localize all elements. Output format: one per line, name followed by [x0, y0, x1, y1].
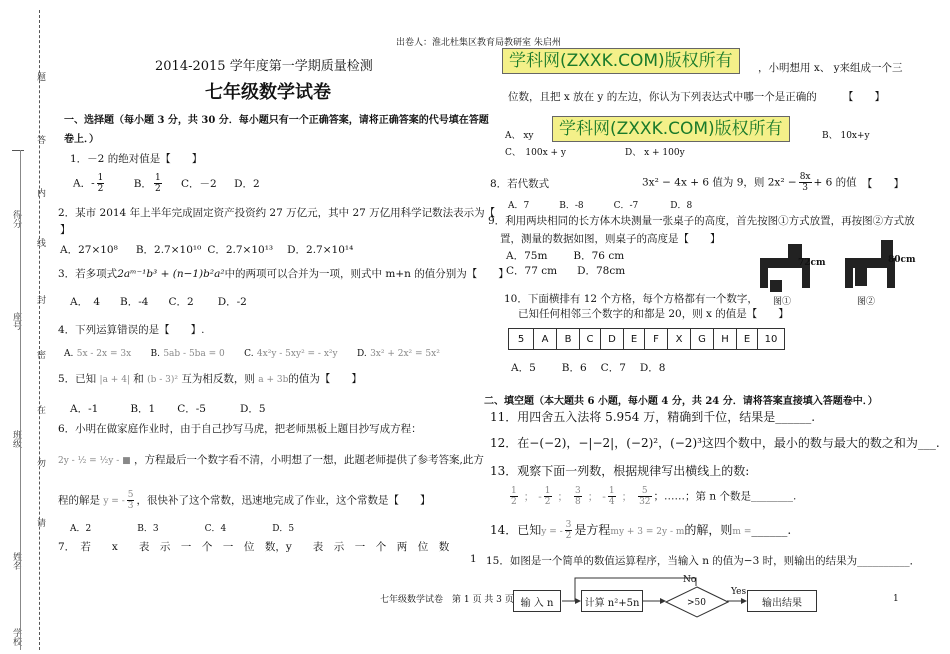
- q2-options: A．27×10⁸ B．2.7×10¹⁰ C．2.7×10¹³ D．2.7×10¹⁴: [60, 244, 354, 256]
- sequence-term: $\frac{5}{32}$: [639, 486, 651, 507]
- table-figure-1: [758, 240, 816, 302]
- q8-bracket: 【 】: [862, 178, 904, 190]
- sequence-cell: F: [644, 328, 668, 350]
- flow-yes-label: Yes: [731, 587, 747, 597]
- school-label: 学校: [11, 628, 21, 646]
- q10-line2: 已知任何相邻三个数字的和都是 20，则 x 的值是【 】: [518, 308, 789, 320]
- q7-line2: 位数，且把 x 放在 y 的左边，你认为下列表达式中哪一个是正确的 【 】: [508, 91, 885, 103]
- seal-char: 请: [35, 518, 45, 527]
- sequence-cell: A: [533, 328, 557, 350]
- q13-sequence: $\frac{1}{2}$ ； - $\frac{1}{2}$ ； $\frac{3}{8}$ ； - $\frac{1}{4}$ ； $\frac{5}{32}$ ；……；第 n 个数是________.: [508, 486, 796, 507]
- q15-stem: 15．如图是一个简单的数值运算程序，当输入 n 的值为−3 时，则输出的结果为__________．: [486, 555, 921, 567]
- sequence-term: - $\frac{1}{4}$ ；: [602, 486, 633, 507]
- q7-stem-cont: ，小明想用 x、 y来组成一个三: [758, 62, 903, 74]
- name-label: 姓名: [11, 552, 21, 570]
- q7-option-c: C、 100x + y: [505, 148, 566, 158]
- fig2-measure: 80cm: [888, 255, 916, 265]
- watermark-banner: 学科网(ZXXK.COM)版权所有: [502, 48, 740, 74]
- sequence-cell: 10: [757, 328, 785, 350]
- sequence-cell: X: [667, 328, 691, 350]
- q8-options: A．7 B．-8 C．-7 D．8: [508, 201, 693, 211]
- seal-char: 密: [35, 350, 45, 359]
- q6-line2: 2y - ½ = ½y - ■ ，方程最后一个数字看不清，小明想了一想，此题老师提供了参考答案,此方: [58, 454, 484, 466]
- sequence-cell: G: [690, 328, 714, 350]
- seal-char: 内: [35, 188, 45, 197]
- page-number: 1: [893, 594, 899, 604]
- q12-stem: 12．在−(−2)，−|−2|，(−2)²，(−2)³这四个数中，最小的数与最大的数之和为___.: [490, 436, 940, 450]
- fig2-caption: 图②: [857, 297, 876, 307]
- exam-subtitle: 七年级数学试卷: [205, 82, 331, 103]
- q3-stem: 3．若多项式2aᵐ⁻¹b³ + (n−1)b²a²中的两项可以合并为一项，则式中 m+n 的值分别为【 】: [58, 268, 509, 280]
- sequence-term: $\frac{3}{8}$ ；: [575, 486, 599, 507]
- flow-output-box: 输出结果: [747, 590, 817, 612]
- class-label: 班级: [11, 430, 21, 448]
- section2-heading: 二、填空题（本大题共 6 小题，每小题 4 分，共 24 分．请将答案直接填入答题卷中．）: [484, 396, 878, 407]
- watermark-banner: 学科网(ZXXK.COM)版权所有: [552, 116, 790, 142]
- section1-heading-cont: 卷上．）: [64, 134, 99, 145]
- author-note: 出卷人：淮北杜集区教育局教研室 朱启州: [396, 38, 561, 48]
- fig1-caption: 图①: [773, 297, 792, 307]
- flow-condition: >50: [687, 598, 706, 608]
- q10-options: A．5 B．6 C．7 D．8: [511, 362, 666, 374]
- table-figure-2: [843, 236, 903, 302]
- q6-line3: 程的解是 y = - $\frac{5}{3}$ ，很快补了这个常数，迅速地完成了作业，这个常数是【 】: [58, 490, 431, 511]
- q7-option-a: A、 xy: [505, 131, 534, 141]
- seal-char: 题: [35, 72, 45, 81]
- q5-options: A．-1 B．1 C．-5 D．5: [70, 403, 266, 415]
- q1-stem: 1．－2 的绝对值是【 】: [70, 153, 203, 165]
- q7-option-d: D、 x + 100y: [625, 148, 685, 158]
- flow-no-label: No: [683, 575, 697, 585]
- field-line: [12, 150, 24, 151]
- seal-char: 勿: [35, 458, 45, 467]
- flow-input-box: 输 入 n: [513, 590, 561, 612]
- q3-options: A． 4 B．-4 C．2 D．-2: [70, 296, 247, 308]
- q4-stem: 4．下列运算错误的是【 】.: [58, 324, 205, 336]
- sequence-cell: 5: [508, 328, 534, 350]
- q14-stem: 14．已知y = - $\frac{3}{2}$ 是方程my + 3 = 2y - m的解，则m =______.: [490, 520, 792, 541]
- seat-label: 座号: [11, 312, 21, 330]
- sequence-cell: B: [556, 328, 580, 350]
- sequence-cell: E: [623, 328, 645, 350]
- q9-options-cd: C．77 cm D．78cm: [506, 265, 626, 277]
- q2-stem: 2．某市 2014 年上半年完成固定资产投资约 27 万亿元，其中 27 万亿用科学记数法表示为【: [58, 207, 496, 219]
- q7-stem: 7． 若 x 表 示 一 个 一 位 数，y 表 示 一 个 两 位 数: [58, 541, 450, 553]
- q5-stem: 5．已知 |a + 4| 和 (b - 3)² 互为相反数，则 a + 3b的值为【 】: [58, 373, 362, 385]
- q8-stem: 8．若代数式: [490, 178, 550, 190]
- seal-char: 在: [35, 405, 45, 414]
- q1-options: A．- $\frac{1}{2}$ B． $\frac{1}{2}$ C．－2 D．2: [73, 173, 260, 194]
- q6-stem: 6．小明在做家庭作业时，由于自己抄写马虎，把老师黑板上题目抄写成方程：: [58, 423, 422, 435]
- q9-line2: 置，测量的数据如图，则桌子的高度是【 】: [500, 233, 721, 245]
- sequence-cell: H: [713, 328, 737, 350]
- sequence-term: $\frac{1}{2}$ ；: [511, 486, 535, 507]
- sequence-cell: D: [600, 328, 624, 350]
- q9-line1: 9．利用两块相同的长方体木块测量一张桌子的高度，首先按图①方式放置，再按图②方式放: [488, 215, 915, 227]
- sequence-cell: C: [579, 328, 601, 350]
- q8-expr: 3x² − 4x + 6 值为 9，则 2x² − $\frac{8x}{3}$ + 6 的值: [642, 172, 857, 193]
- q9-options-ab: A．75m B．76 cm: [506, 250, 625, 262]
- q11-stem: 11．用四舍五入法将 5.954 万，精确到千位，结果是______.: [490, 410, 816, 424]
- score-label: 得分: [11, 210, 21, 228]
- q4-options: A. 5x - 2x = 3x B. 5ab - 5ba = 0 C. 4x²y - 5xy² = - x²y D. 3x² + 2x² = 5x²: [64, 349, 440, 359]
- sequence-term: - $\frac{1}{2}$ ；: [538, 486, 569, 507]
- exam-title: 2014-2015 学年度第一学期质量检测: [155, 59, 373, 74]
- flow-compute-box: 计算 n²+5n: [581, 590, 643, 612]
- q15-number: 1: [470, 553, 477, 565]
- page-footer: 七年级数学试卷 第 1 页 共 3 页: [380, 595, 514, 605]
- q7-option-b: B、 10x+y: [822, 131, 870, 141]
- seal-char: 线: [35, 238, 45, 247]
- fig1-measure: 72cm: [798, 258, 826, 268]
- seal-char: 答: [35, 135, 45, 144]
- q10-line1: 10．下面横排有 12 个方格，每个方格都有一个数字，: [504, 293, 758, 305]
- q6-options: A．2 B．3 C．4 D．5: [70, 524, 295, 534]
- section1-heading: 一、选择题（每小题 3 分，共 30 分．每小题只有一个正确答案，请将正确答案的代号填在答题: [64, 115, 489, 126]
- binding-line: [39, 10, 40, 650]
- sequence-cell: E: [736, 328, 758, 350]
- q13-stem: 13．观察下面一列数，根据规律写出横线上的数:: [490, 464, 750, 478]
- q2-stem-cont: 】: [60, 224, 71, 236]
- seal-char: 封: [35, 295, 45, 304]
- field-line: [20, 150, 21, 650]
